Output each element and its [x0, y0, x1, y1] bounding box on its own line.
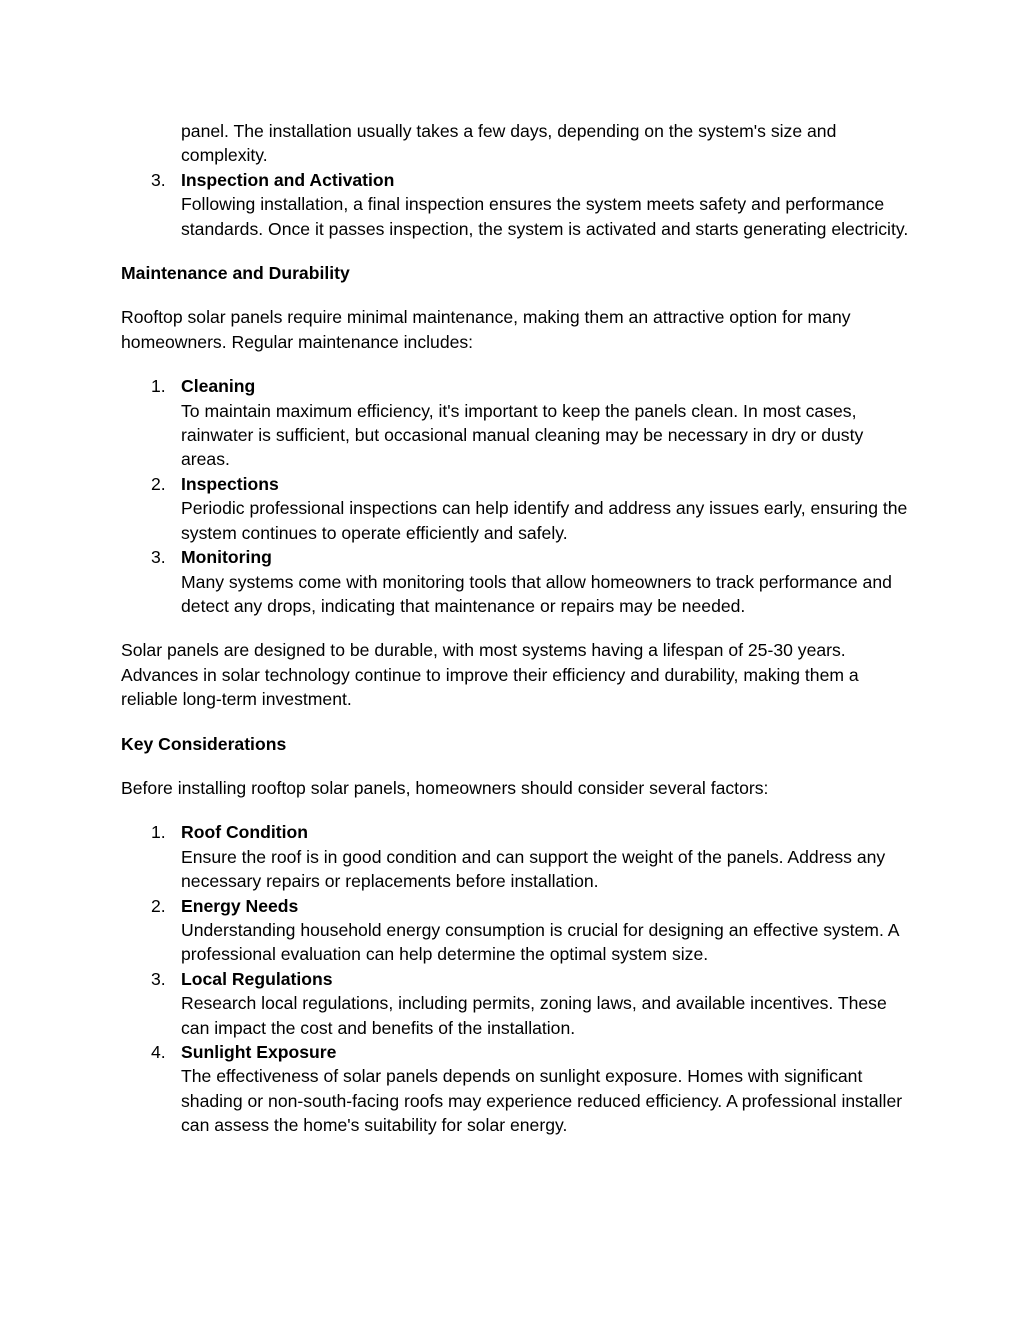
spacer [121, 354, 911, 374]
list-item-body: Periodic professional inspections can help identify and address any issues early, ensuring the system continues to operate efficiently and safely. [181, 498, 908, 543]
list-number: 3. [151, 547, 166, 568]
installation-steps-list [121, 168, 911, 241]
list-item-title: Cleaning [181, 376, 256, 397]
list-item-body: To maintain maximum efficiency, it's important to keep the panels clean. In most cases, rainwater is sufficient, but occasional manual cleaning may be necessary in dry or dusty areas. [181, 400, 864, 470]
list-item [121, 472, 911, 545]
list-item-title: Energy Needs [181, 895, 299, 916]
list-item [121, 1040, 911, 1138]
continued-paragraph: panel. The installation usually takes a few days, depending on the system's size and complexity. [181, 121, 837, 166]
list-item [121, 894, 911, 967]
section-heading-maintenance: Maintenance and Durability [121, 263, 350, 284]
list-item [121, 374, 911, 472]
list-item-body: Understanding household energy consumption is crucial for designing an effective system. A professional evaluation can help determine the optimal system size. [181, 919, 899, 965]
list-item-body: Research local regulations, including permits, zoning laws, and available incentives. These can impact the cost and benefits of the installation. [181, 993, 887, 1038]
list-item-body: Ensure the roof is in good condition and can support the weight of the panels. Address any necessary repairs or replacements before installation. [181, 846, 886, 892]
list-item-title: Inspections [181, 473, 279, 494]
list-item-title: Inspection and Activation [181, 169, 395, 190]
list-number: 1. [151, 376, 166, 397]
spacer [121, 800, 911, 820]
list-item-body: Following installation, a final inspection ensures the system meets safety and performance standards. Once it passes inspection, the system is activated and starts generating electricity. [181, 194, 909, 239]
considerations-list [121, 820, 911, 1137]
spacer [121, 756, 911, 776]
list-number: 1. [151, 822, 166, 843]
considerations-intro: Before installing rooftop solar panels, homeowners should consider several factors: [121, 777, 769, 798]
spacer [121, 241, 911, 261]
list-number: 2. [151, 473, 166, 494]
maintenance-list [121, 374, 911, 618]
list-item-title: Sunlight Exposure [181, 1042, 337, 1062]
list-number: 2. [151, 895, 166, 916]
list-item-title: Local Regulations [181, 968, 333, 989]
list-item [121, 168, 911, 241]
list-number: 4. [151, 1042, 166, 1062]
section-heading-considerations: Key Considerations [121, 733, 287, 754]
maintenance-intro: Rooftop solar panels require minimal maintenance, making them an attractive option for many homeowners. Regular maintenance includes: [121, 307, 851, 352]
document-page [121, 119, 911, 1138]
list-number: 3. [151, 169, 166, 190]
list-item-title: Monitoring [181, 547, 272, 568]
list-number: 3. [151, 968, 166, 989]
maintenance-closing: Solar panels are designed to be durable, with most systems having a lifespan of 25-30 years. Advances in solar technology continue to improve their efficiency and durability, making them a reliable long-term investment. [121, 640, 859, 710]
list-item [121, 967, 911, 1040]
list-item [121, 545, 911, 618]
list-item-body: Many systems come with monitoring tools that allow homeowners to track performance and detect any drops, indicating that maintenance or repairs may be needed. [181, 571, 892, 616]
spacer [121, 712, 911, 732]
spacer [121, 285, 911, 305]
list-item [121, 820, 911, 893]
list-item-title: Roof Condition [181, 822, 309, 843]
spacer [121, 618, 911, 638]
list-item-body: The effectiveness of solar panels depends on sunlight exposure. Homes with significant shading or non-south-facing roofs may experience reduced efficiency. A professional installer can assess the home's suitability for solar energy. [181, 1066, 903, 1136]
